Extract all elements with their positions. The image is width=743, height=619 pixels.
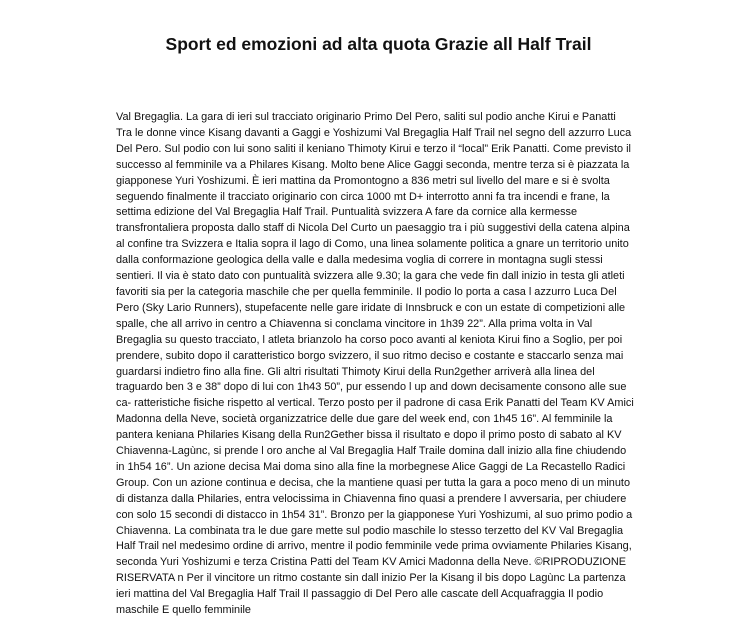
article-body: Val Bregaglia. La gara di ieri sul tracciato originario Primo Del Pero, saliti sul podio anche Kirui e Panatti Tra le donne vince Kisang davanti a Gaggi e Yoshizumi Val Bregaglia Half Trail nel segno dell azzurro Luca Del Pero. Sul podio con lui sono saliti il keniano Thimoty Kirui e terzo il “local” Erik Panatti. Come previsto il successo al femminile va a Philares Kisang. Molto bene Alice Gaggi seconda, mentre terza si è piazzata la giapponese Yuri Yoshizumi. È ieri mattina da Promontogno a 836 metri sul livello del mare e si è svolta seguendo finalmente il tracciato originario con circa 1000 mt D+ interrotto anni fa tra incendi e frane, la settima edizione del Val Bregaglia Half Trail. Puntualità svizzera A fare da cornice alla kermesse transfrontaliera proposta dallo staff di Nicola Del Curto un paesaggio tra i più suggestivi della catena alpina al confine tra Svizzera e Italia sopra il lago di Como, una linea solamente politica a gnare un territorio unito dalla conformazione geologica della valle e dalla medesima voglia di correre in montagna sugli stessi sentieri. Il via è stato dato con puntualità svizzera alle 9.30; la gara che vede fin dall inizio in testa gli atleti favoriti sia per la categoria maschile che per quella femminile. Il podio lo porta a casa l azzurro Luca Del Pero (Sky Lario Runners), stupefacente nelle gare iridate di Innsbruck e con un estate di competizioni alle spalle, che all arrivo in centro a Chiavenna si conclama vincitore in 1h39 22”. Alla prima volta in Val Bregaglia su questo tracciato, l atleta brianzolo ha corso poco avanti al keniota Kirui fino a Soglio, per poi prendere, subito dopo il caratteristico borgo svizzero, il suo ritmo deciso e costante e staccarlo senza mai guardarsi indietro fino alla fine. Gli altri risultati Thimoty Kirui della Run2gether arriverà alla linea del traguardo ben 3 e 38” dopo di lui con 1h43 50”, pur essendo l up and down decisamente consono alle sue ca- ratteristiche fisiche rispetto al vertical. Terzo posto per il padrone di casa Erik Panatti del Team KV Amici Madonna della Neve, società organizzatrice delle due gare del week end, con 1h45 16”. Al femminile la pantera keniana Philaries Kisang della Run2Gether bissa il risultato e dopo il primo posto di sabato al KV Chiavenna-Lagùnc, si prende l oro anche al Val Bregaglia Half Traile domina dall inizio alla fine chiudendo in 1h54 16”. Un azione decisa Mai doma sino alla fine la morbegnese Alice Gaggi de La Recastello Radici Group. Con un azione continua e decisa, che la mantiene quasi per tutta la gara a poco meno di un minuto di distanza dalla Philaries, entra velocissima in Chiavenna fino quasi a prendere l avversaria, per chiudere con solo 15 secondi di distacco in 1h54 31”. Bronzo per la giapponese Yuri Yoshizumi, al suo primo podio a Chiavenna. La combinata tra le due gare mette sul podio maschile lo stesso terzetto del KV Val Bregaglia Half Trail nel medesimo ordine di arrivo, mentre il podio femminile vede prima ovviamente Philaries Kisang, seconda Yuri Yoshizumi e terza Cristina Patti del Team KV Amici Madonna della Neve. ©RIPRODUZIONE RISERVATA n Per il vincitore un ritmo costante sin dall inizio Per la Kisang il bis dopo Lagùnc La partenza ieri mattina del Val Bregaglia Half Trail Il passaggio di Del Pero alle cascate dell Acquafraggia Il podio maschile E quello femminile bbox=[116, 111, 634, 617]
article-title: Sport ed emozioni ad alta quota Grazie all Half Trail bbox=[165, 34, 592, 54]
